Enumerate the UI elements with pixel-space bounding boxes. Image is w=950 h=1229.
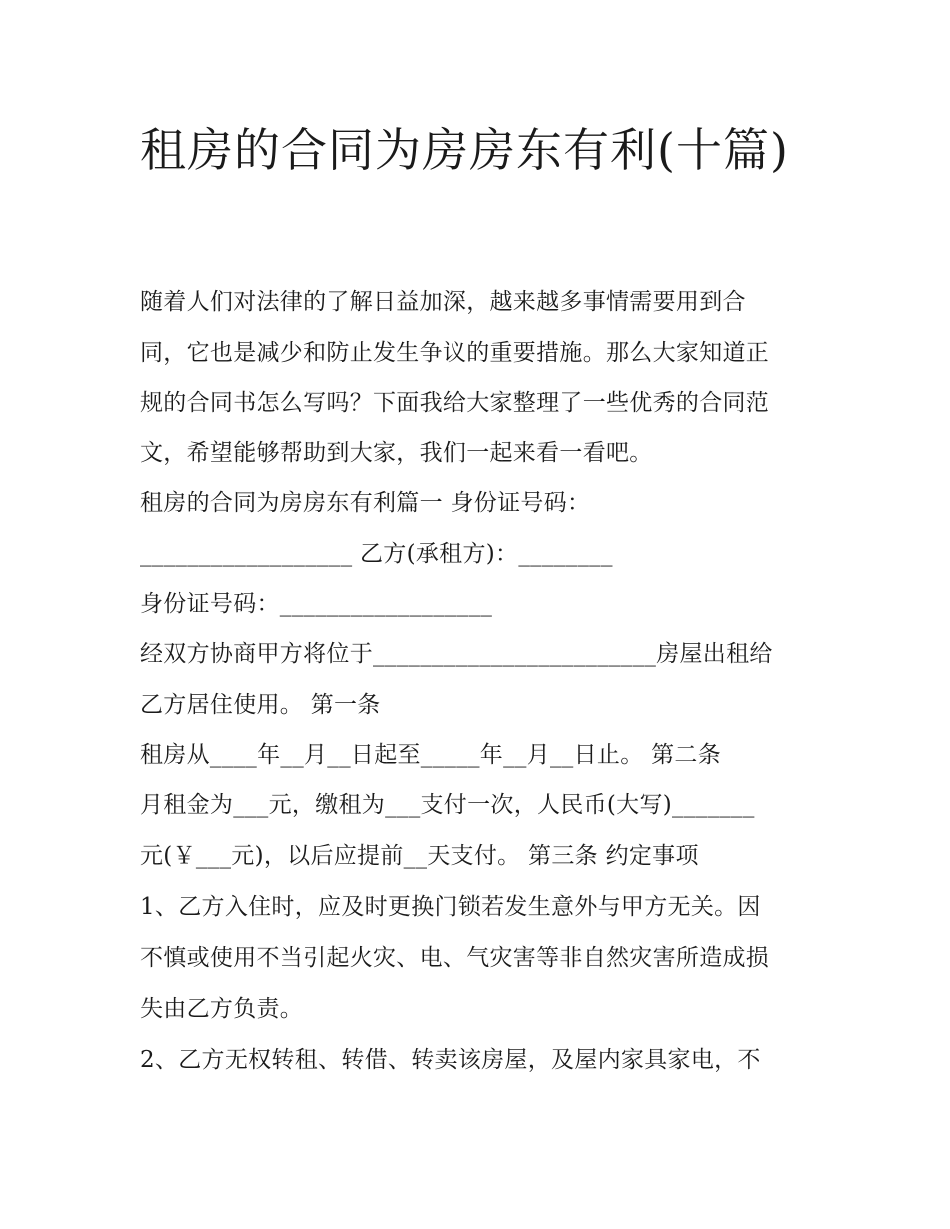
clause-line: 1、乙方入住时，应及时更换门锁若发生意外与甲方无关。因 bbox=[140, 894, 761, 920]
form-blank-line: 身份证号码：__________________ bbox=[140, 591, 493, 617]
paragraph-line: 租房从____年__月__日起至_____年__月__日止。 第二条 bbox=[140, 742, 722, 768]
paragraph-line: 元(￥___元)，以后应提前__天支付。 第三条 约定事项 bbox=[140, 843, 699, 869]
paragraph-line: 同，它也是减少和防止发生争议的重要措施。那么大家知道正 bbox=[140, 340, 770, 366]
clause-line: 失由乙方负责。 bbox=[140, 996, 304, 1022]
paragraph-line: 月租金为___元，缴租为___支付一次，人民币(大写)_______ bbox=[140, 792, 755, 818]
paragraph-line: 乙方居住使用。 第一条 bbox=[140, 692, 381, 718]
clause-line: 2、乙方无权转租、转借、转卖该房屋，及屋内家具家电，不 bbox=[140, 1047, 761, 1073]
clause-line: 不慎或使用不当引起火灾、电、气灾害等非自然灾害所造成损 bbox=[140, 945, 770, 971]
document-title: 租房的合同为房房东有利(十篇) bbox=[140, 123, 789, 177]
paragraph-line: 随着人们对法律的了解日益加深，越来越多事情需要用到合 bbox=[140, 289, 746, 315]
form-blank-line: __________________ 乙方(承租方)：________ bbox=[140, 541, 613, 567]
paragraph-line: 规的合同书怎么写吗？下面我给大家整理了一些优秀的合同范 bbox=[140, 390, 770, 416]
section-heading-line: 租房的合同为房房东有利篇一 身份证号码： bbox=[140, 490, 591, 516]
paragraph-line: 经双方协商甲方将位于________________________房屋出租给 bbox=[140, 641, 773, 667]
paragraph-line: 文，希望能够帮助到大家，我们一起来看一看吧。 bbox=[140, 440, 653, 466]
